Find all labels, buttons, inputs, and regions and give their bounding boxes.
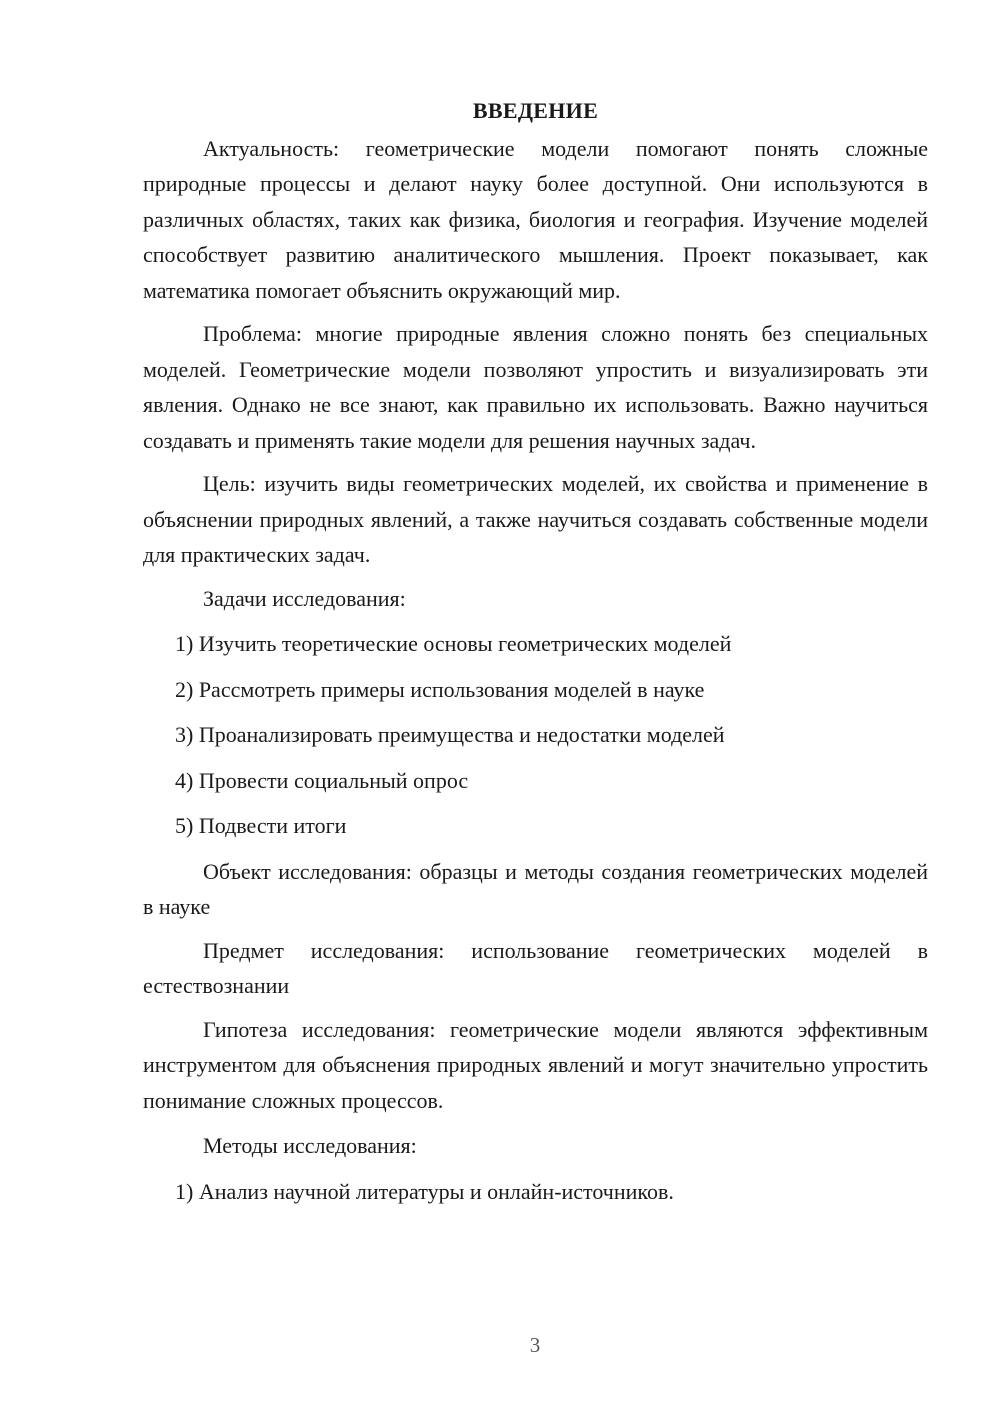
object-paragraph: Объект исследования: образцы и методы создания геометрических моделей в науке [143,858,928,919]
methods-label: Методы исследования: [203,1133,417,1158]
problem-paragraph: Проблема: многие природные явления сложно понять без специальных моделей. Геометрические модели позволяют упростить и визуализировать эти явления. Однако не все знают, как правильно их использовать. Важно научиться создавать и применять такие модели для решения научных задач. [143,321,928,453]
method-item-1: 1) Анализ научной литературы и онлайн-источников. [175,1178,674,1204]
tasks-label: Задачи исследования: [203,585,406,611]
page-content [143,93,928,1219]
subject-paragraph: Предмет исследования: использование геометрических моделей в естествознании [143,937,928,998]
task-item-2: 2) Рассмотреть примеры использования моделей в науке [175,676,705,702]
page-number: 3 [529,1333,541,1357]
goal-paragraph: Цель: изучить виды геометрических моделей, их свойства и применение в объяснении природных явлений, а также научиться создавать собственные модели для практических задач. [143,471,928,567]
task-item-1: 1) Изучить теоретические основы геометрических моделей [175,631,732,656]
section-title: ВВЕДЕНИЕ [472,98,599,123]
task-item-4: 4) Провести социальный опрос [175,767,469,793]
relevance-paragraph: Актуальность: геометрические модели помогают понять сложные природные процессы и делают науку более доступной. Они используются в различных областях, таких как физика, биология и география. Изучение моделей способствует развитию аналитического мышления. Проект показывает, как математика помогает объяснить окружающий мир. [143,135,928,303]
hypothesis-paragraph: Гипотеза исследования: геометрические модели являются эффективным инструментом для объяснения природных явлений и могут значительно упростить понимание сложных процессов. [143,1016,928,1113]
task-item-3: 3) Проанализировать преимущества и недостатки моделей [175,722,725,747]
task-item-5: 5) Подвести итоги [175,813,347,838]
